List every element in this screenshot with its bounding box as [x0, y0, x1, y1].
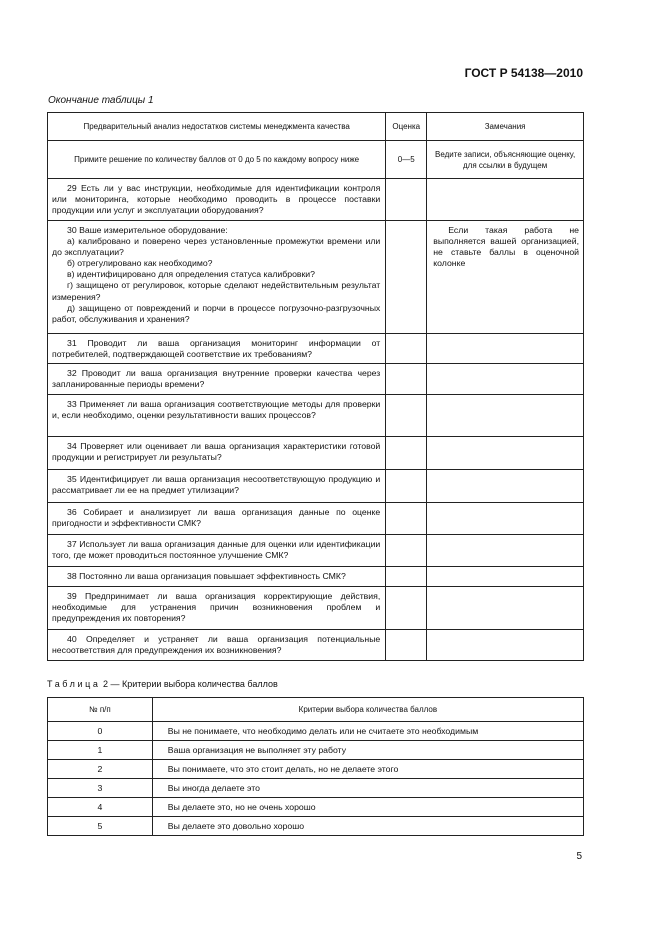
criteria-text: Вы делаете это довольно хорошо: [152, 817, 583, 836]
remarks-cell: [427, 535, 584, 567]
table-row: [48, 817, 584, 836]
remarks-cell: [427, 334, 584, 364]
remarks-cell: [427, 470, 584, 503]
column-header-number: № п/п: [48, 698, 153, 722]
question-33: 33 Применяет ли ваша организация соответствующие методы для проверки и, если необходимо, оценки результативности ваших процессов?: [48, 395, 386, 437]
criteria-text: Ваша организация не выполняет эту работу: [152, 741, 583, 760]
criteria-text: Вы понимаете, что это стоит делать, но не делаете этого: [152, 760, 583, 779]
table-row: [48, 437, 584, 470]
remarks-instruction-cell: Ведите записи, объясняющие оценку, для ссылки в будущем: [427, 141, 584, 179]
question-37: 37 Использует ли ваша организация данные для оценки или идентификации того, где может проводиться постоянное улучшение СМК?: [48, 535, 386, 567]
question-32: 32 Проводит ли ваша организация внутренние проверки качества через запланированные периоды времени?: [48, 364, 386, 395]
score-number: 5: [48, 817, 153, 836]
table-row: [48, 470, 584, 503]
score-cell: [386, 587, 427, 630]
table-row: [48, 395, 584, 437]
table2-caption-word: Таблица: [47, 679, 101, 689]
score-cell: [386, 630, 427, 661]
score-number: 3: [48, 779, 153, 798]
criteria-text: Вы делаете это, но не очень хорошо: [152, 798, 583, 817]
instruction-cell: Примите решение по количеству баллов от 0 до 5 по каждому вопросу ниже: [48, 141, 386, 179]
remarks-cell: [427, 179, 584, 221]
remarks-cell: [427, 587, 584, 630]
table-row: [48, 221, 584, 334]
remarks-cell: [427, 437, 584, 470]
table-row: [48, 334, 584, 364]
table2: [47, 697, 584, 836]
question-35: 35 Идентифицирует ли ваша организация несоответствующую продукцию и рассматривает ли ее на предмет утилизации?: [48, 470, 386, 503]
question-36: 36 Собирает и анализирует ли ваша организация данные по оценке пригодности и эффективности СМК?: [48, 503, 386, 535]
question-34: 34 Проверяет или оценивает ли ваша организация характеристики готовой продукции и регистрирует ли результаты?: [48, 437, 386, 470]
remarks-cell: [427, 630, 584, 661]
criteria-text: Вы иногда делаете это: [152, 779, 583, 798]
table-row: [48, 722, 584, 741]
remarks-cell: [427, 395, 584, 437]
question-40: 40 Определяет и устраняет ли ваша организация потенциальные несоответствия для предупреждения их возникновения?: [48, 630, 386, 661]
score-cell: [386, 470, 427, 503]
table-row: [48, 503, 584, 535]
table1-header-row: [48, 113, 584, 141]
table-row: [48, 760, 584, 779]
score-number: 4: [48, 798, 153, 817]
table-row: [48, 364, 584, 395]
table2-caption: [47, 679, 278, 689]
question-31: 31 Проводит ли ваша организация мониторинг информации от потребителей, подтверждающей соответствие их требованиям?: [48, 334, 386, 364]
column-header-remarks: Замечания: [427, 113, 584, 141]
table-row: [48, 798, 584, 817]
question-39: 39 Предпринимает ли ваша организация корректирующие действия, необходимые для устранения причин возникновения проблем и предупреждения их повторения?: [48, 587, 386, 630]
table-row: [48, 567, 584, 587]
remarks-cell: [427, 567, 584, 587]
remarks-cell: [427, 364, 584, 395]
page-number: 5: [576, 851, 582, 862]
column-header-score: Оценка: [386, 113, 427, 141]
score-cell: [386, 503, 427, 535]
table-row: [48, 779, 584, 798]
score-cell: [386, 437, 427, 470]
table-row: [48, 741, 584, 760]
table2-caption-text: 2 — Критерии выбора количества баллов: [100, 679, 278, 689]
table-row: [48, 535, 584, 567]
score-cell: [386, 221, 427, 334]
question-30: 30 Ваше измерительное оборудование: а) калибровано и поверено через установленные промежутки времени или до эксплуатации? б) отрегулировано как необходимо? в) идентифицировано для определения статуса калибровки? г) защищено от регулировок, которые сделают недействительным результат измерения? д) защищено от повреждений и порчи в процессе погрузочно-разгрузочных работ, обслуживания и хранения?: [48, 221, 386, 334]
table2-header-row: [48, 698, 584, 722]
score-cell: [386, 535, 427, 567]
score-range-cell: 0—5: [386, 141, 427, 179]
score-number: 2: [48, 760, 153, 779]
score-number: 0: [48, 722, 153, 741]
table-row: [48, 179, 584, 221]
score-number: 1: [48, 741, 153, 760]
score-cell: [386, 179, 427, 221]
table-row: [48, 587, 584, 630]
criteria-text: Вы не понимаете, что необходимо делать или не считаете это необходимым: [152, 722, 583, 741]
table-row: [48, 630, 584, 661]
score-cell: [386, 334, 427, 364]
column-header-analysis: Предварительный анализ недостатков системы менеджмента качества: [48, 113, 386, 141]
question-29: 29 Есть ли у вас инструкции, необходимые для идентификации контроля или мониторинга, которые необходимо проводить в процессе поставки продукции или услуг и эксплуатации оборудования?: [48, 179, 386, 221]
document-code: ГОСТ Р 54138—2010: [464, 66, 583, 80]
score-cell: [386, 567, 427, 587]
question-38: 38 Постоянно ли ваша организация повышает эффективность СМК?: [48, 567, 386, 587]
remarks-cell: Если такая работа не выполняется вашей организацией, не ставьте баллы в оценочной колонке: [427, 221, 584, 334]
score-cell: [386, 395, 427, 437]
table1-caption: Окончание таблицы 1: [48, 95, 154, 106]
score-cell: [386, 364, 427, 395]
remarks-cell: [427, 503, 584, 535]
table1-subheader-row: [48, 141, 584, 179]
table1: [47, 112, 584, 661]
column-header-criteria: Критерии выбора количества баллов: [152, 698, 583, 722]
